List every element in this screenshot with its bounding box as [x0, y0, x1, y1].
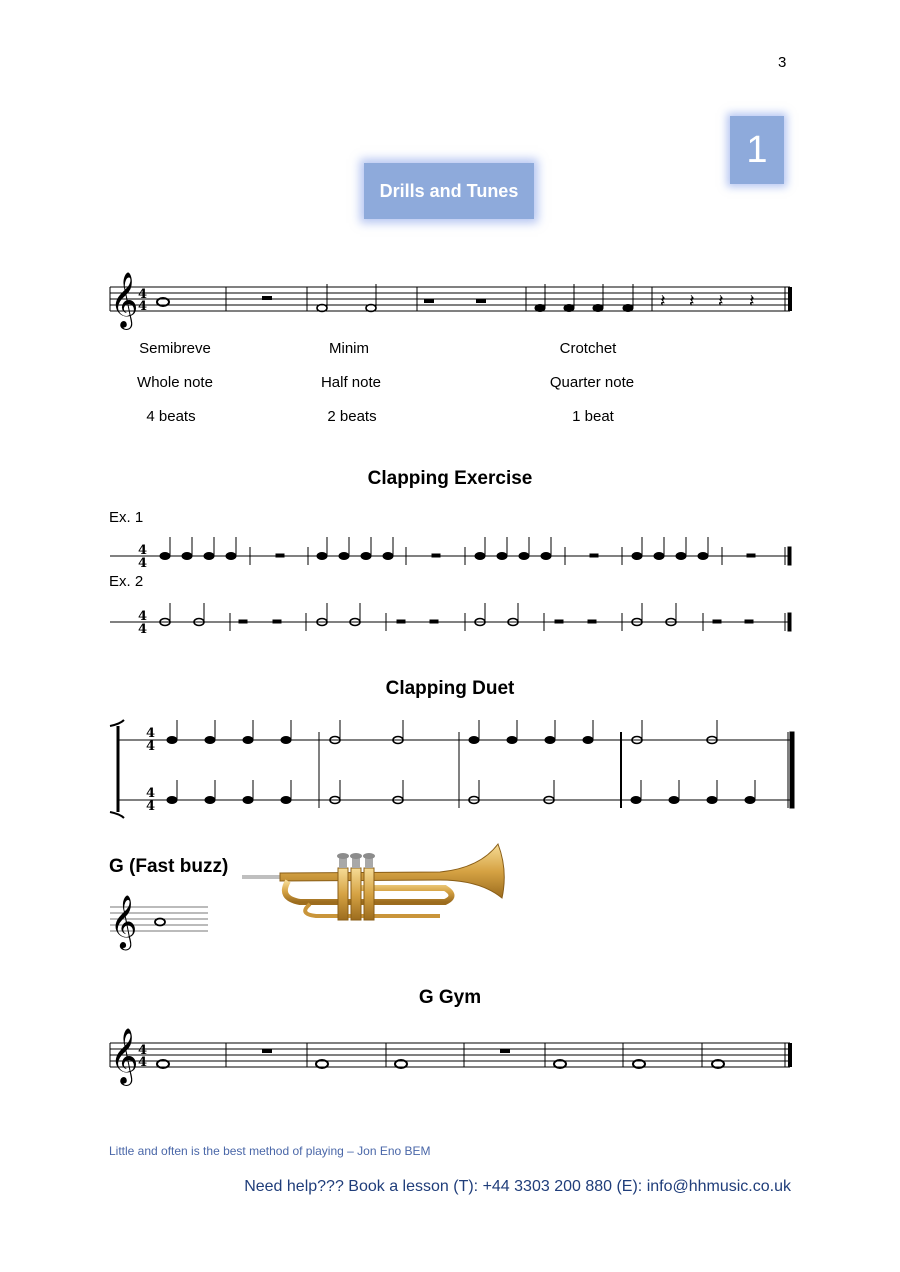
- ex1-label: Ex. 1: [109, 509, 144, 526]
- page-number: 3: [778, 54, 787, 71]
- note-values-staff: [0, 270, 900, 350]
- svg-text:4: 4: [138, 609, 148, 624]
- svg-text:4: 4: [138, 543, 148, 558]
- clapping-duet-score: [0, 720, 900, 820]
- semibreve-label: Semibreve: [139, 340, 211, 357]
- svg-text:4: 4: [146, 739, 156, 754]
- clapping-exercise-heading: Clapping Exercise: [367, 468, 533, 489]
- crotchet-label: Crotchet: [559, 340, 617, 357]
- g-gym-heading: G Gym: [418, 987, 482, 1008]
- half-note-label: Half note: [320, 374, 382, 391]
- svg-text:4: 4: [146, 799, 156, 814]
- page-title: Drills and Tunes: [364, 163, 534, 219]
- two-beats-label: 2 beats: [327, 408, 377, 425]
- one-beat-label: 1 beat: [572, 408, 614, 425]
- svg-text:4: 4: [138, 1043, 148, 1058]
- svg-text:4: 4: [138, 1055, 148, 1070]
- minim-label: Minim: [329, 340, 369, 357]
- treble-clef-icon: 𝄞: [110, 894, 138, 948]
- svg-text:𝄽: 𝄽: [660, 291, 666, 312]
- trumpet-image: [240, 840, 510, 930]
- time-sig-top: 4: [138, 287, 148, 302]
- treble-clef-icon: 𝄞: [110, 272, 139, 328]
- ex1-rhythm-line: [0, 537, 900, 577]
- treble-clef-icon: 𝄞: [110, 1028, 139, 1084]
- footer-help-contact[interactable]: Need help??? Book a lesson (T): +44 3303 200 880 (E): info@hhmusic.co.uk: [244, 1178, 791, 1195]
- svg-text:𝄽: 𝄽: [718, 291, 724, 312]
- level-badge: 1: [730, 116, 784, 184]
- svg-text:4: 4: [138, 556, 148, 571]
- ex2-label: Ex. 2: [109, 573, 144, 590]
- svg-text:𝄽: 𝄽: [689, 291, 695, 312]
- g-gym-staff: [0, 1026, 900, 1086]
- ex2-rhythm-line: [0, 603, 900, 643]
- note-g-heading: G (Fast buzz): [109, 856, 229, 877]
- svg-text:𝄽: 𝄽: [749, 291, 755, 312]
- whole-note-label: Whole note: [137, 374, 213, 391]
- clapping-duet-heading: Clapping Duet: [385, 678, 515, 699]
- time-sig-bottom: 4: [138, 299, 148, 314]
- svg-text:4: 4: [146, 786, 156, 801]
- svg-text:4: 4: [146, 726, 156, 741]
- footer-quote: Little and often is the best method of playing – Jon Eno BEM: [109, 1144, 431, 1158]
- four-beats-label: 4 beats: [146, 408, 196, 425]
- quarter-note-label: Quarter note: [549, 374, 635, 391]
- svg-text:4: 4: [138, 622, 148, 637]
- note-g-staff: [108, 895, 218, 955]
